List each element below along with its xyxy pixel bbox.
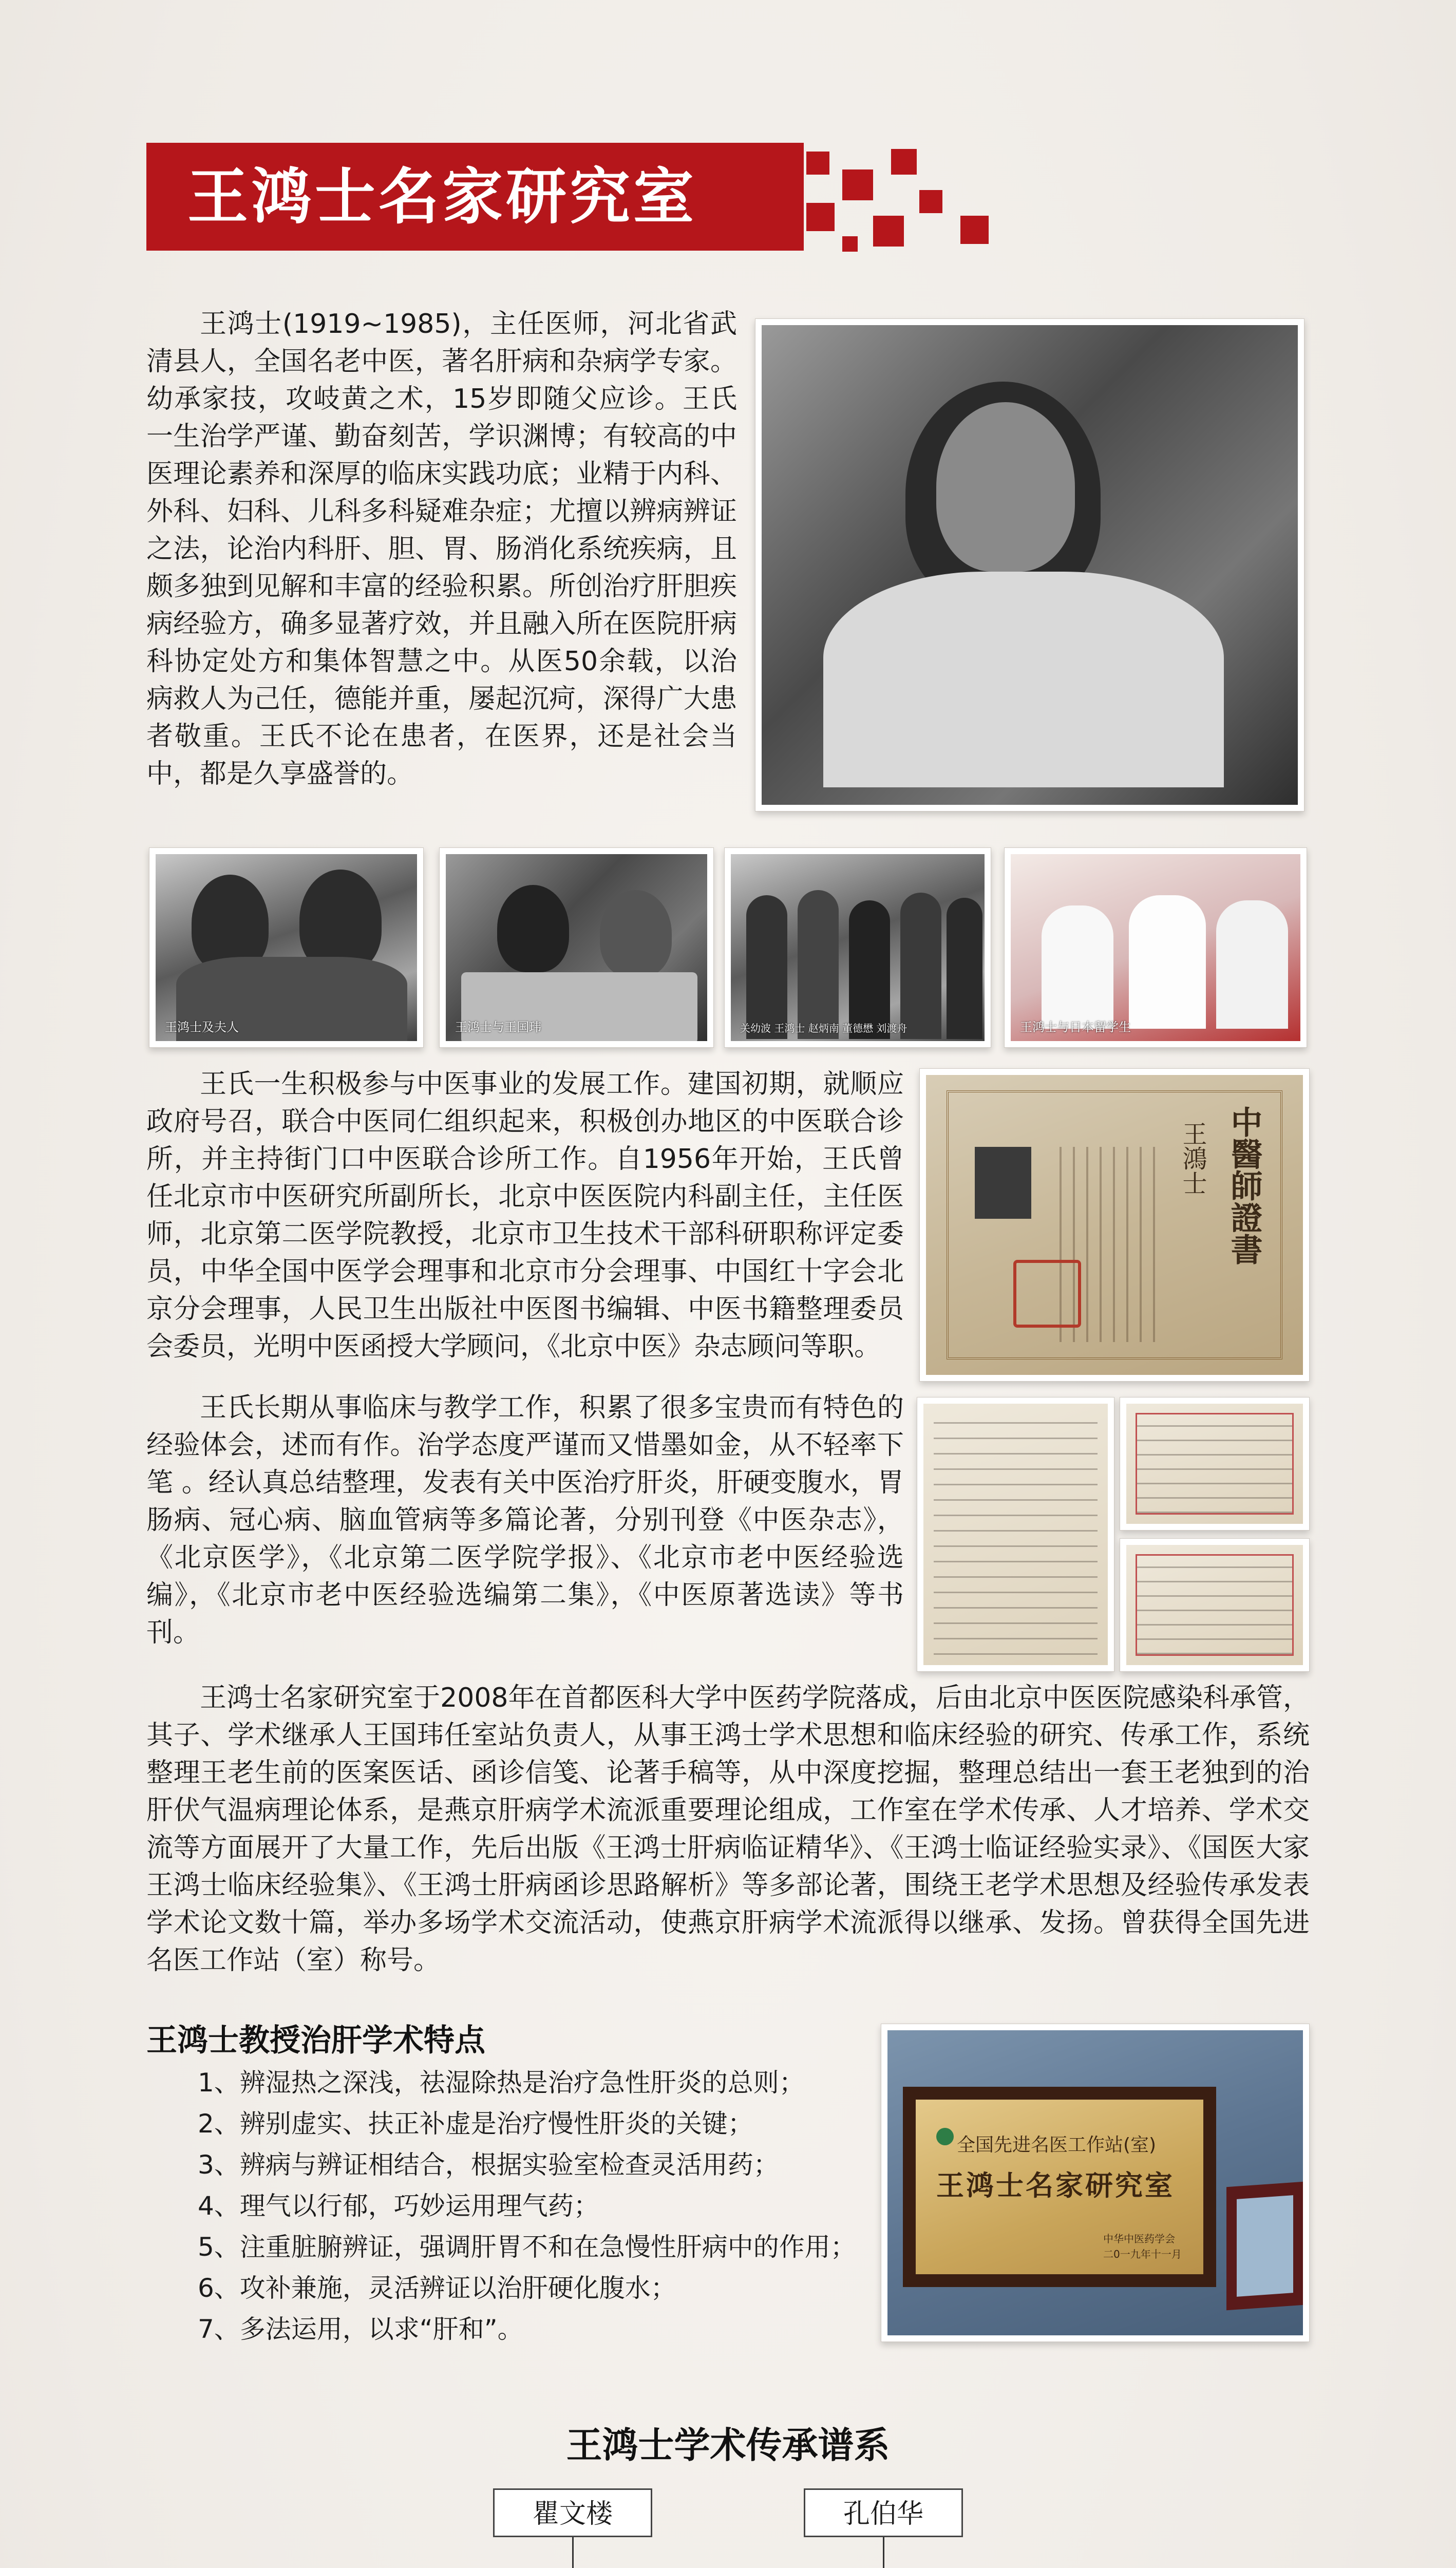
- features-list: [198, 2062, 856, 2350]
- photo-caption: 王鸿士及夫人: [165, 1020, 239, 1034]
- intro-text: 王鸿士(1919~1985)，主任医师，河北省武清县人，全国名老中医，著名肝病和杂病学专家。幼承家技，攻岐黄之术，15岁即随父应诊。王氏一生治学严谨、勤奋刻苦，学识渊博；有较高的中医理论素养和深厚的临床实践功底；业精于内科、外科、妇科、儿科多科疑难杂症；尤擅以辨病辨证之法，论治内科肝、胆、胃、肠消化系统疾病，且颇多独到见解和丰富的经验积累。所创治疗肝胆疾病经验方，确多显著疗效，并且融入所在医院肝病科协定处方和集体智慧之中。从医50余载，以治病救人为己任，德能并重，屡起沉疴，深得广大患者敬重。王氏不论在患者，在医界，还是社会当中，都是久享盛誉的。: [146, 309, 737, 789]
- photo-students: [1004, 847, 1307, 1048]
- photo-couple: [149, 847, 424, 1048]
- photo-son: [439, 847, 714, 1048]
- certificate-name: 王鴻士: [1178, 1121, 1207, 1195]
- list-item: 4、理气以行郁，巧妙运用理气药；: [198, 2191, 599, 2221]
- list-item: 6、攻补兼施，灵活辨证以治肝硬化腹水；: [198, 2273, 676, 2303]
- photo-caption: 王鸿士与王国玮: [455, 1020, 541, 1034]
- portrait-image: [762, 325, 1298, 805]
- photo-colleagues: [724, 847, 991, 1048]
- list-item: 2、辨别虚实、扶正补虚是治疗慢性肝炎的关键；: [198, 2109, 753, 2139]
- title-banner: [146, 143, 804, 251]
- certificate-title: 中醫師證書: [1225, 1106, 1263, 1265]
- plaque-line2: 王鸿士名家研究室: [936, 2169, 1175, 2202]
- manuscript-photo-3: [1120, 1538, 1310, 1672]
- plaque-line1: 全国先进名医工作站(室): [957, 2135, 1157, 2156]
- lineage-title: 王鸿士学术传承谱系: [566, 2424, 890, 2466]
- plaque-line3: 中华中医药学会: [1103, 2233, 1175, 2245]
- studio-text: 王鸿士名家研究室于2008年在首都医科大学中医药学院落成，后由北京中医医院感染科承管，其子、学术继承人王国玮任室站负责人，从事王鸿士学术思想和临床经验的研究、传承工作，系统整理王老生前的医案医话、函诊信笺、论著手稿等，从中深度挖掘，整理总结出一套王老独到的治肝伏气温病理论体系，是燕京肝病学术流派重要理论组成，工作室在学术传承、人才培养、学术交流等方面展开了大量工作，先后出版《王鸿士肝病临证精华》、《王鸿士临证经验实录》、《国医大家王鸿士临床经验集》、《王鸿士肝病函诊思路解析》等多部论著，围绕王老学术思想及经验传承发表学术论文数十篇，举办多场学术交流活动，使燕京肝病学术流派得以继承、发扬。曾获得全国先进名医工作站（室）称号。: [146, 1683, 1310, 1976]
- career-text: 王氏一生积极参与中医事业的发展工作。建国初期，就顺应政府号召，联合中医同仁组织起来，积极创办地区的中医联合诊所，并主持街门口中医联合诊所工作。自1956年开始，王氏曾任北京市中医研究所副所长，北京中医医院内科副主任，主任医师，北京第二医学院教授，北京市卫生技术干部科研职称评定委员，中华全国中医学会理事和北京市分会理事、中国红十字会北京分会理事，人民卫生出版社中医图书编辑、中医书籍整理委员会委员，光明中医函授大学顾问，《北京中医》杂志顾问等职。: [146, 1069, 904, 1362]
- list-item: 5、注重脏腑辨证，强调肝胃不和在急慢性肝病中的作用；: [198, 2232, 856, 2262]
- manuscript-photo-2: [1120, 1397, 1310, 1531]
- list-item: 3、辨病与辨证相结合，根据实验室检查灵活用药；: [198, 2150, 779, 2180]
- studio-paragraph: [146, 1679, 1310, 1979]
- photo-caption: 王鸿士与日本留学生: [1020, 1020, 1131, 1034]
- decor-square: [842, 169, 873, 200]
- career-paragraph: [146, 1066, 904, 1366]
- intro-paragraph: [146, 306, 737, 793]
- list-item: 1、辨湿热之深浅，祛湿除热是治疗急性肝炎的总则；: [198, 2068, 805, 2098]
- decor-square: [873, 216, 904, 247]
- teacher-node-1: 瞿文楼: [493, 2488, 652, 2537]
- teacher-node-2: 孔伯华: [804, 2488, 963, 2537]
- plaque-photo: [881, 2024, 1310, 2342]
- decor-square: [960, 216, 989, 244]
- certificate-photo: [919, 1068, 1310, 1382]
- teaching-text: 王氏长期从事临床与教学工作，积累了很多宝贵而有特色的经验体会，述而有作。治学态度严谨而又惜墨如金，从不轻率下笔 。经认真总结整理，发表有关中医治疗肝炎，肝硬变腹水，胃肠病、冠心病、脑血管病等多篇论著，分别刊登《中医杂志》，《北京医学》，《北京第二医学院学报》、《北京市老中医经验选编》，《北京市老中医经验选编第二集》，《中医原著选读》等书刊。: [146, 1392, 904, 1648]
- plaque-line4: 二0一九年十一月: [1103, 2248, 1182, 2260]
- list-item: 7、多法运用，以求“肝和”。: [198, 2314, 523, 2344]
- decor-square: [842, 236, 858, 252]
- decor-square: [891, 149, 917, 175]
- teaching-paragraph: [146, 1389, 904, 1652]
- decor-square: [806, 203, 835, 231]
- page-title: 王鸿士名家研究室: [187, 161, 697, 232]
- manuscript-photo-1: [917, 1397, 1114, 1672]
- photo-caption: 关幼波 王鸿士 赵炳南 董德懋 刘渡舟: [740, 1022, 907, 1034]
- decor-square: [806, 152, 829, 175]
- portrait-photo: [755, 318, 1304, 811]
- decor-square: [919, 190, 942, 213]
- features-heading: 王鸿士教授治肝学术特点: [146, 2023, 485, 2059]
